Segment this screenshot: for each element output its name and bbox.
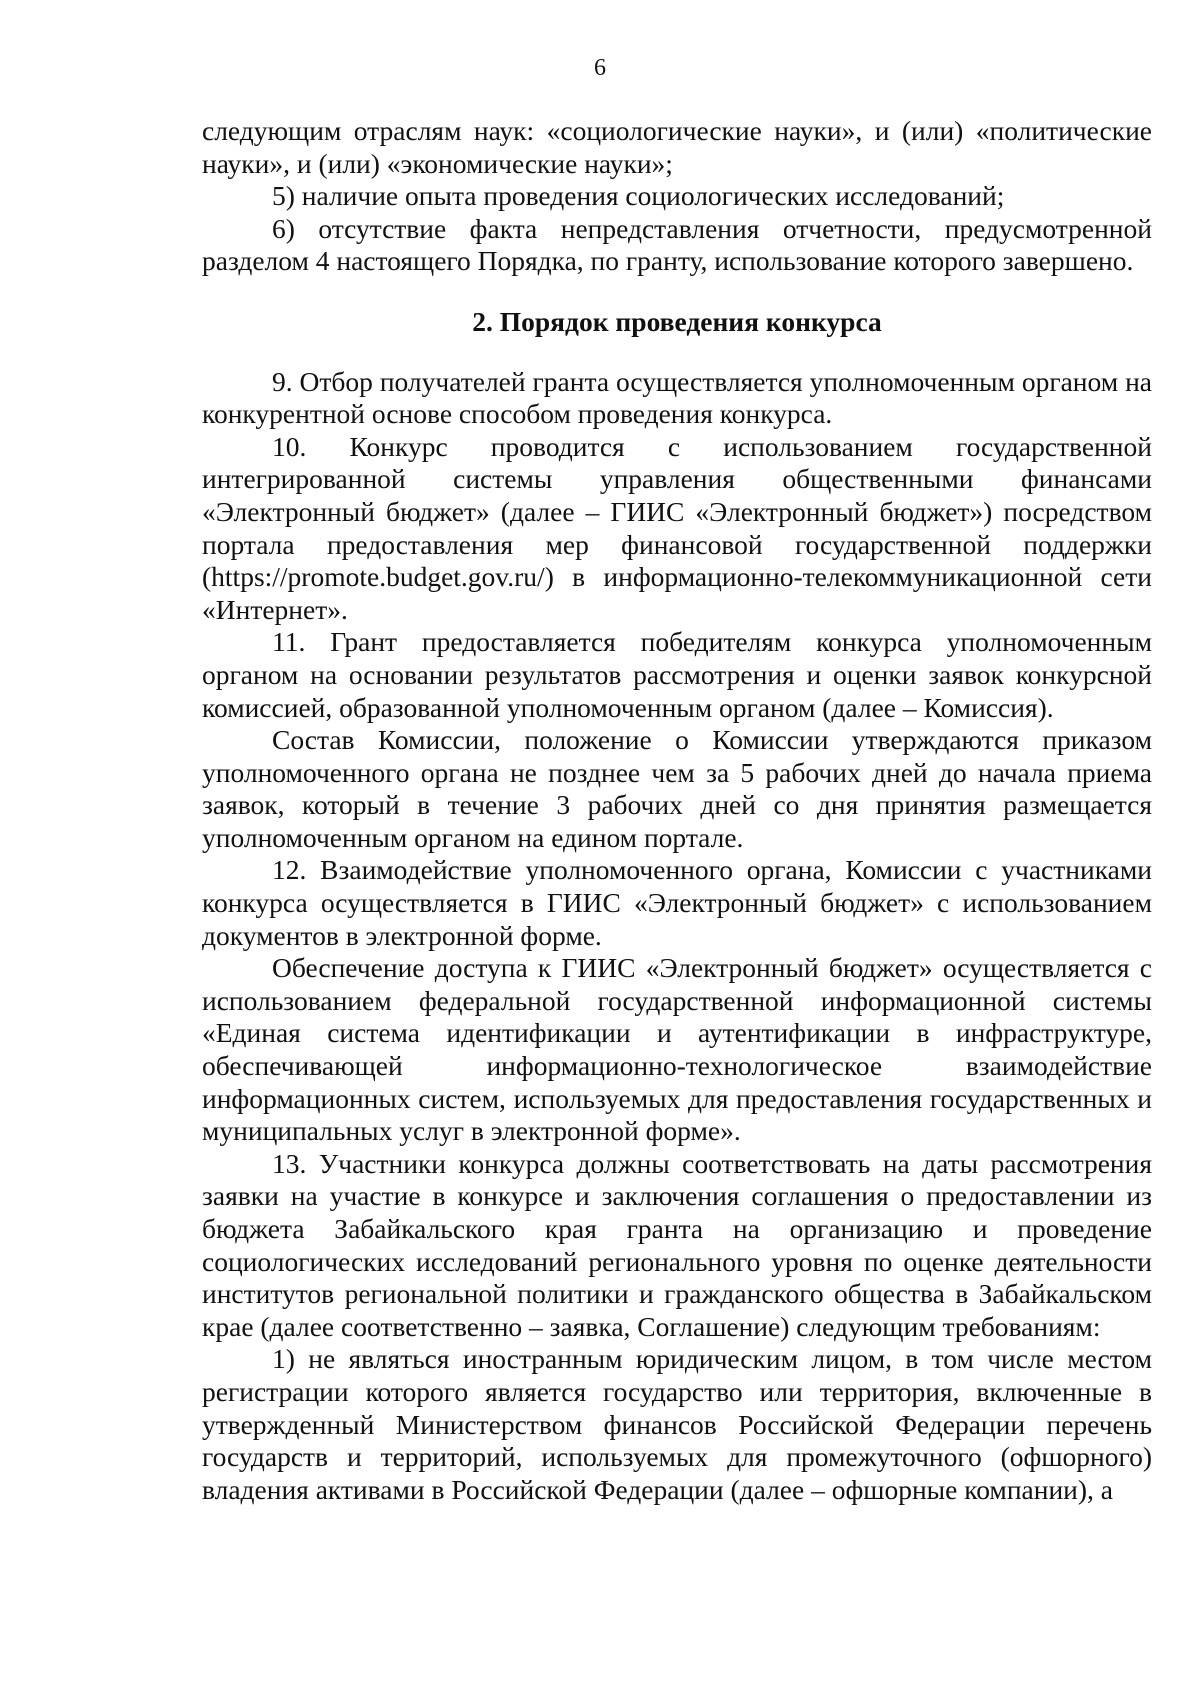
paragraph: Состав Комиссии, положение о Комиссии утверждаются приказом уполномоченного органа не позднее чем за 5 рабочих дней до начала приема заявок, который в течение 3 рабочих дней со дня принятия размещается уполномоченным органом на едином портале. [202, 724, 1152, 853]
spacer [202, 339, 1152, 366]
paragraph: 6) отсутствие факта непредставления отчетности, предусмотренной разделом 4 настоящего Порядка, по гранту, использование которого завершено. [202, 212, 1152, 277]
paragraph: Обеспечение доступа к ГИИС «Электронный бюджет» осуществляется с использованием федеральной государственной информационной системы «Единая система идентификации и аутентификации в инфраструктуре, обеспечивающей информационно-технологическое взаимодействие информационных систем, используемых для предоставления государственных и муниципальных услуг в электронной форме». [202, 952, 1152, 1147]
paragraph: 12. Взаимодействие уполномоченного органа, Комиссии с участниками конкурса осуществляется в ГИИС «Электронный бюджет» с использованием документов в электронной форме. [202, 854, 1152, 951]
paragraph: 13. Участники конкурса должны соответствовать на даты рассмотрения заявки на участие в конкурсе и заключения соглашения о предоставлении из бюджета Забайкальского края гранта на организацию и проведение социологических исследований регионального уровня по оценке деятельности институтов региональной политики и гражданского общества в Забайкальском крае (далее соответственно – заявка, Соглашение) следующим требованиям: [202, 1147, 1152, 1342]
spacer [202, 278, 1152, 306]
section-heading: 2. Порядок проведения конкурса [472, 305, 882, 337]
paragraphs-after-heading [202, 366, 1152, 1507]
paragraph: 5) наличие опыта проведения социологических исследований; [272, 180, 1005, 212]
paragraph: 9. Отбор получателей гранта осуществляется уполномоченным органом на конкурентной основе способом проведения конкурса. [202, 365, 1152, 430]
document-body [202, 115, 1152, 1506]
paragraph: следующим отраслям наук: «социологические науки», и (или) «политические науки», и (или) «экономические науки»; [202, 115, 1152, 179]
paragraphs-before-heading [202, 115, 1152, 278]
paragraph: 10. Конкурс проводится с использованием государственной интегрированной системы управления общественными финансами «Электронный бюджет» (далее – ГИИС «Электронный бюджет») посредством портала предоставления мер финансовой государственной поддержки (https://promote.budget.gov.ru/) в информационно-телекоммуникационной сети «Интернет». [202, 430, 1152, 625]
paragraph: 11. Грант предоставляется победителям конкурса уполномоченным органом на основании результатов рассмотрения и оценки заявок конкурсной комиссией, образованной уполномоченным органом (далее – Комиссия). [202, 626, 1152, 723]
page-number: 6 [594, 55, 606, 81]
paragraph: 1) не являться иностранным юридическим лицом, в том числе местом регистрации которого является государство или территория, включенные в утвержденный Министерством финансов Российской Федерации перечень государств и территорий, используемых для промежуточного (офшорного) владения активами в Российской Федерации (далее – офшорные компании), а [202, 1343, 1152, 1505]
